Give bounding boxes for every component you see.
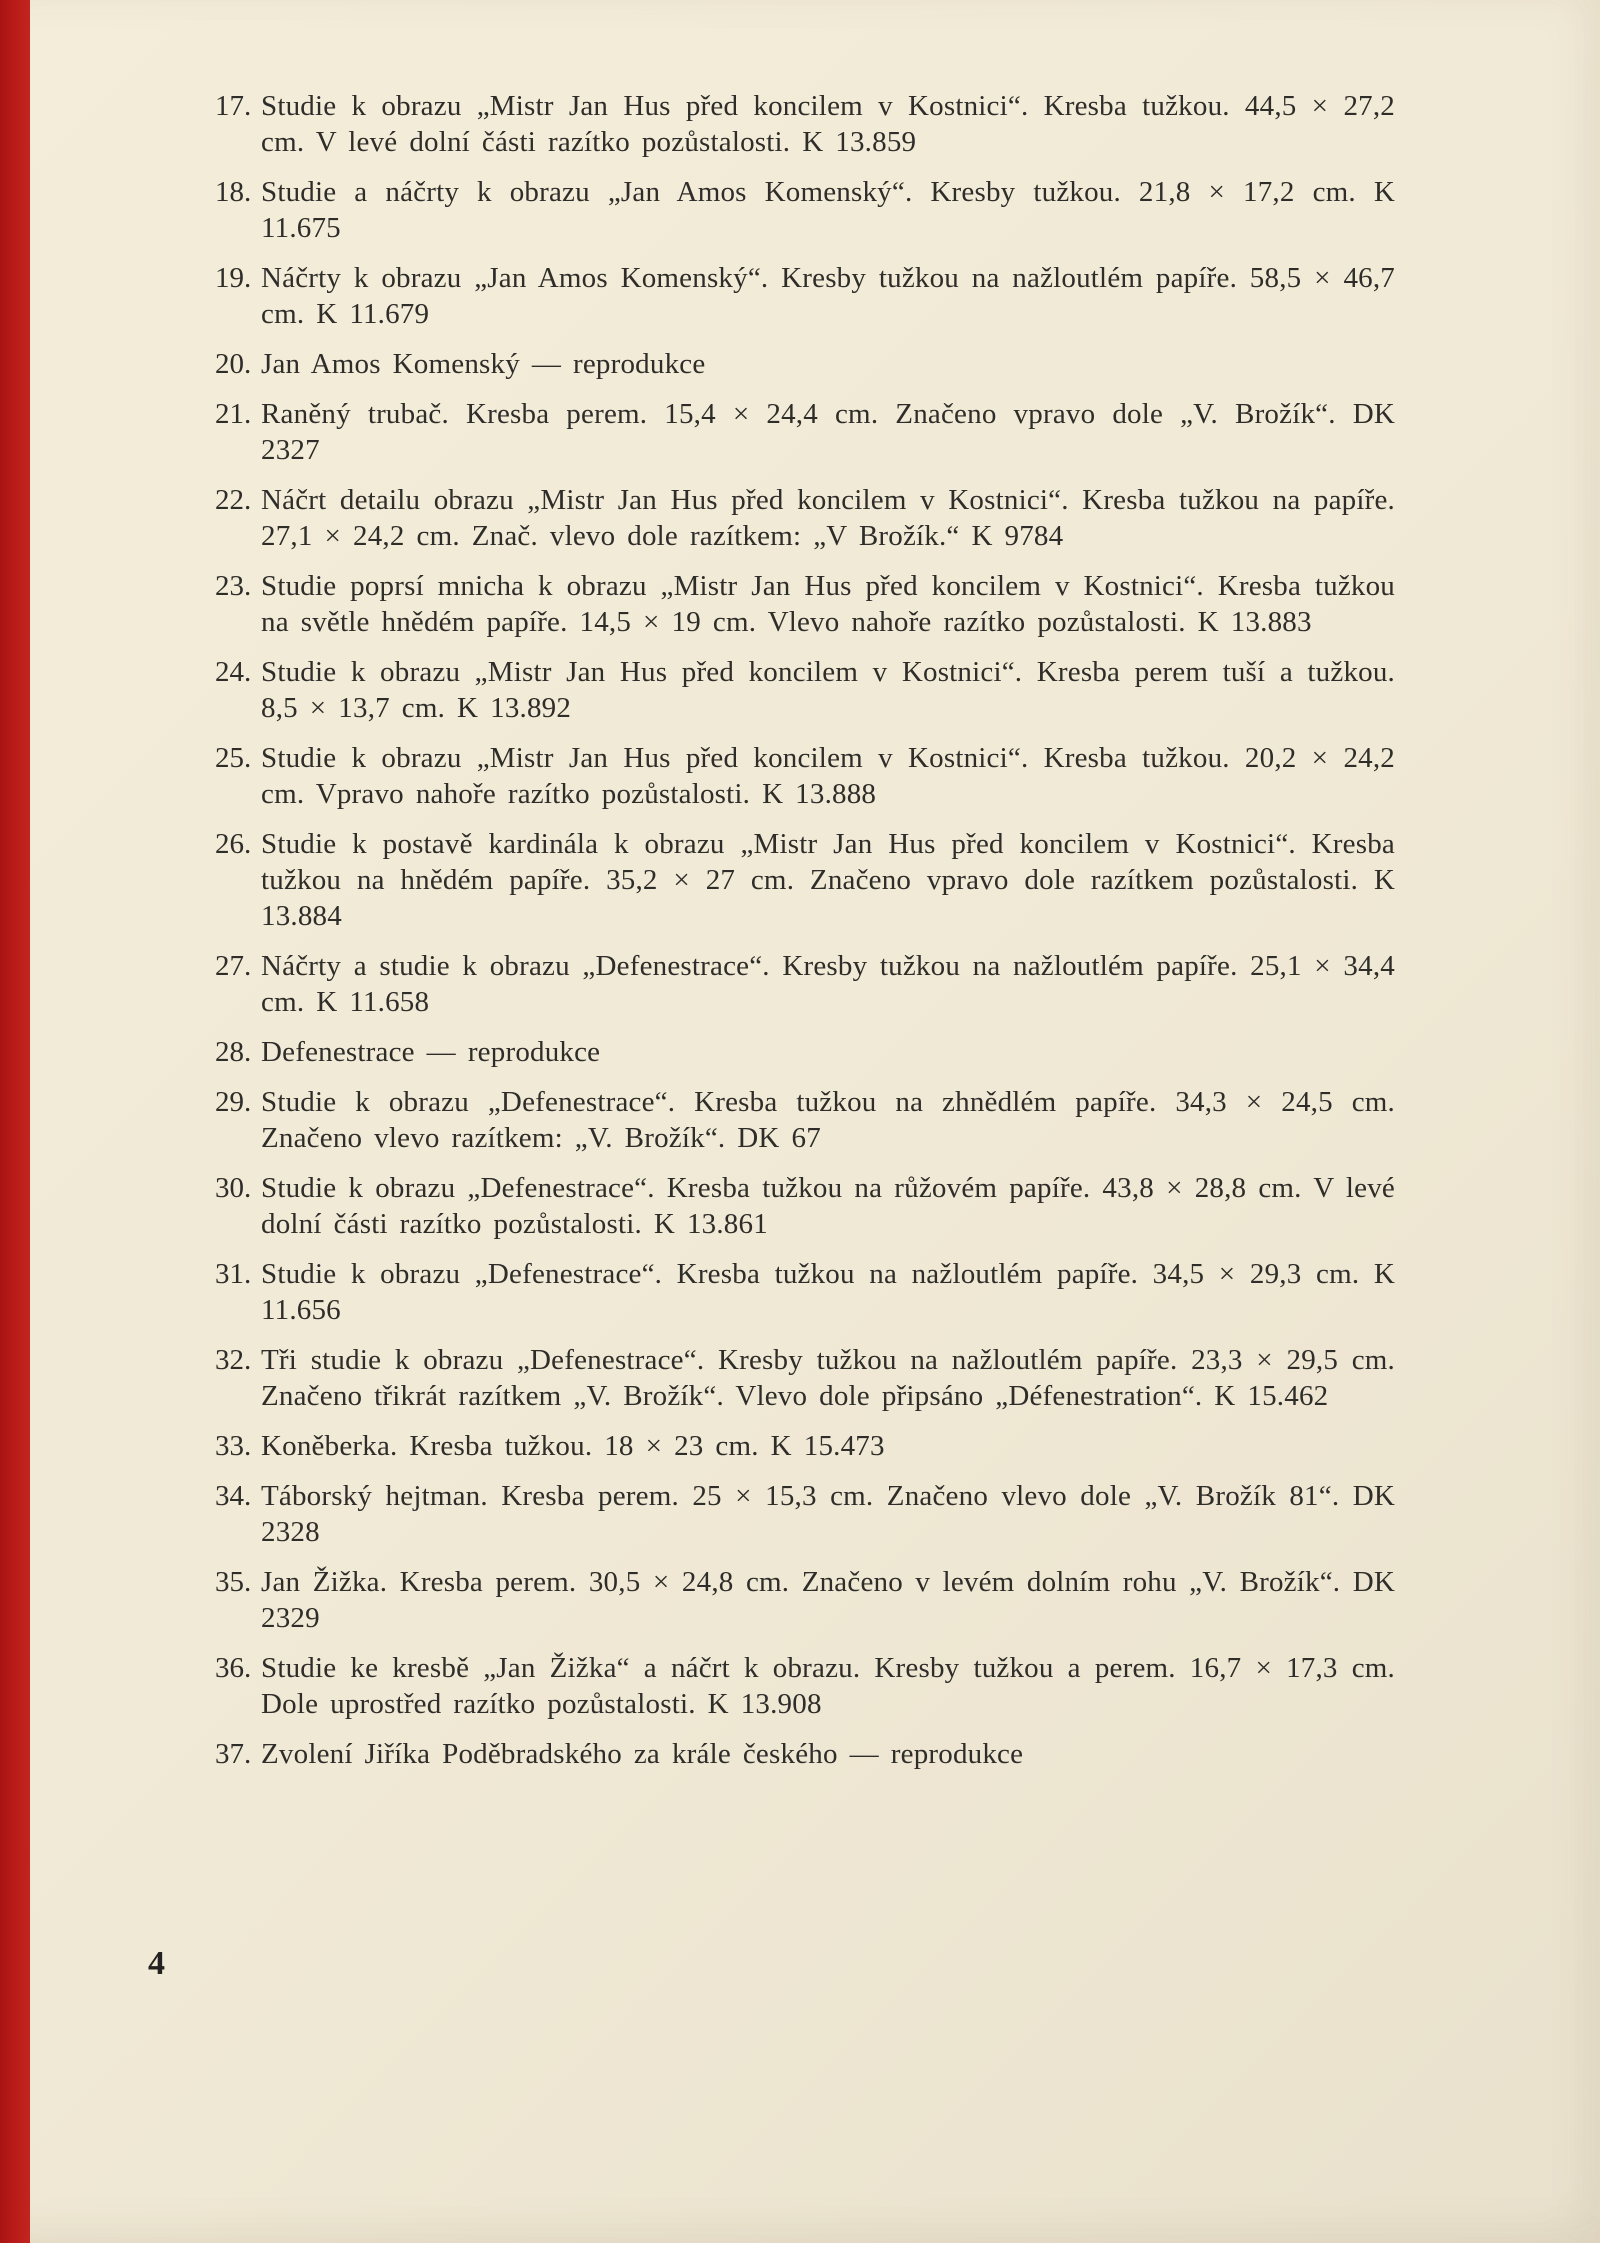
entry-text: Raněný trubač. Kresba perem. 15,4 × 24,4 cm. Značeno vpravo dole „V. Brožík“. DK 2327 bbox=[261, 398, 1395, 466]
page-number: 4 bbox=[148, 1945, 165, 1982]
entry-number: 26. bbox=[215, 828, 252, 860]
page-edge-stripe bbox=[0, 0, 30, 2243]
catalog-entry-list bbox=[215, 88, 1395, 1786]
catalog-entry bbox=[215, 1170, 1395, 1242]
entry-number: 36. bbox=[215, 1652, 252, 1684]
catalog-entry bbox=[215, 1650, 1395, 1722]
catalog-entry bbox=[215, 1034, 1395, 1070]
entry-text: Studie poprsí mnicha k obrazu „Mistr Jan Hus před koncilem v Kostnici“. Kresba tužkou na světle hnědém papíře. 14,5 × 19 cm. Vlevo nahoře razítko pozůstalosti. K 13.883 bbox=[261, 570, 1395, 638]
entry-number: 29. bbox=[215, 1086, 252, 1118]
catalog-entry bbox=[215, 1084, 1395, 1156]
entry-number: 31. bbox=[215, 1258, 252, 1290]
entry-number: 18. bbox=[215, 176, 252, 208]
entry-number: 28. bbox=[215, 1036, 252, 1068]
catalog-entry bbox=[215, 948, 1395, 1020]
entry-text: Jan Amos Komenský — reprodukce bbox=[261, 348, 706, 380]
entry-text: Studie ke kresbě „Jan Žižka“ a náčrt k obrazu. Kresby tužkou a perem. 16,7 × 17,3 cm. Dole uprostřed razítko pozůstalosti. K 13.908 bbox=[261, 1652, 1395, 1720]
catalog-entry bbox=[215, 346, 1395, 382]
entry-text: Studie a náčrty k obrazu „Jan Amos Komenský“. Kresby tužkou. 21,8 × 17,2 cm. K 11.675 bbox=[261, 176, 1395, 244]
catalog-entry bbox=[215, 174, 1395, 246]
entry-number: 25. bbox=[215, 742, 252, 774]
catalog-entry bbox=[215, 654, 1395, 726]
catalog-entry bbox=[215, 1478, 1395, 1550]
entry-text: Náčrty a studie k obrazu „Defenestrace“. Kresby tužkou na nažloutlém papíře. 25,1 × 34,4 cm. K 11.658 bbox=[261, 950, 1395, 1018]
entry-text: Studie k obrazu „Mistr Jan Hus před koncilem v Kostnici“. Kresba tužkou. 44,5 × 27,2 cm. V levé dolní části razítko pozůstalosti. K 13.859 bbox=[261, 90, 1395, 158]
entry-number: 23. bbox=[215, 570, 252, 602]
catalog-entry bbox=[215, 88, 1395, 160]
entry-number: 33. bbox=[215, 1430, 252, 1462]
entry-number: 21. bbox=[215, 398, 252, 430]
entry-number: 37. bbox=[215, 1738, 252, 1770]
catalog-entry bbox=[215, 740, 1395, 812]
catalog-entry bbox=[215, 1342, 1395, 1414]
entry-number: 19. bbox=[215, 262, 252, 294]
entry-number: 34. bbox=[215, 1480, 252, 1512]
entry-text: Tři studie k obrazu „Defenestrace“. Kresby tužkou na nažloutlém papíře. 23,3 × 29,5 cm. Značeno třikrát razítkem „V. Brožík“. Vlevo dole připsáno „Défenestration“. K 15.462 bbox=[261, 1344, 1395, 1412]
entry-text: Studie k obrazu „Defenestrace“. Kresba tužkou na zhnědlém papíře. 34,3 × 24,5 cm. Značeno vlevo razítkem: „V. Brožík“. DK 67 bbox=[261, 1086, 1395, 1154]
catalog-entry bbox=[215, 482, 1395, 554]
entry-text: Táborský hejtman. Kresba perem. 25 × 15,3 cm. Značeno vlevo dole „V. Brožík 81“. DK 2328 bbox=[261, 1480, 1395, 1548]
catalog-entry bbox=[215, 1736, 1395, 1772]
entry-text: Studie k obrazu „Mistr Jan Hus před koncilem v Kostnici“. Kresba perem tuší a tužkou. 8,5 × 13,7 cm. K 13.892 bbox=[261, 656, 1395, 724]
entry-number: 30. bbox=[215, 1172, 252, 1204]
entry-text: Zvolení Jiříka Poděbradského za krále českého — reprodukce bbox=[261, 1738, 1024, 1770]
entry-text: Jan Žižka. Kresba perem. 30,5 × 24,8 cm. Značeno v levém dolním rohu „V. Brožík“. DK 2329 bbox=[261, 1566, 1395, 1634]
entry-text: Defenestrace — reprodukce bbox=[261, 1036, 601, 1068]
entry-text: Náčrty k obrazu „Jan Amos Komenský“. Kresby tužkou na nažloutlém papíře. 58,5 × 46,7 cm. K 11.679 bbox=[261, 262, 1395, 330]
entry-number: 17. bbox=[215, 90, 252, 122]
entry-number: 32. bbox=[215, 1344, 252, 1376]
entry-text: Studie k obrazu „Mistr Jan Hus před koncilem v Kostnici“. Kresba tužkou. 20,2 × 24,2 cm. Vpravo nahoře razítko pozůstalosti. K 13.888 bbox=[261, 742, 1395, 810]
entry-text: Koněberka. Kresba tužkou. 18 × 23 cm. K 15.473 bbox=[261, 1430, 885, 1462]
catalog-entry bbox=[215, 1256, 1395, 1328]
catalog-entry bbox=[215, 260, 1395, 332]
catalog-entry bbox=[215, 1564, 1395, 1636]
entry-text: Náčrt detailu obrazu „Mistr Jan Hus před koncilem v Kostnici“. Kresba tužkou na papíře. 27,1 × 24,2 cm. Znač. vlevo dole razítkem: „V Brožík.“ K 9784 bbox=[261, 484, 1395, 552]
entry-text: Studie k postavě kardinála k obrazu „Mistr Jan Hus před koncilem v Kostnici“. Kresba tužkou na hnědém papíře. 35,2 × 27 cm. Značeno vpravo dole razítkem pozůstalosti. K 13.884 bbox=[261, 828, 1395, 932]
entry-number: 27. bbox=[215, 950, 252, 982]
entry-number: 20. bbox=[215, 348, 252, 380]
entry-number: 24. bbox=[215, 656, 252, 688]
catalog-entry bbox=[215, 396, 1395, 468]
entry-number: 35. bbox=[215, 1566, 252, 1598]
catalog-entry bbox=[215, 568, 1395, 640]
catalog-entry bbox=[215, 826, 1395, 934]
entry-text: Studie k obrazu „Defenestrace“. Kresba tužkou na nažloutlém papíře. 34,5 × 29,3 cm. K 11.656 bbox=[261, 1258, 1395, 1326]
catalog-entry bbox=[215, 1428, 1395, 1464]
entry-number: 22. bbox=[215, 484, 252, 516]
entry-text: Studie k obrazu „Defenestrace“. Kresba tužkou na růžovém papíře. 43,8 × 28,8 cm. V levé dolní části razítko pozůstalosti. K 13.861 bbox=[261, 1172, 1395, 1240]
